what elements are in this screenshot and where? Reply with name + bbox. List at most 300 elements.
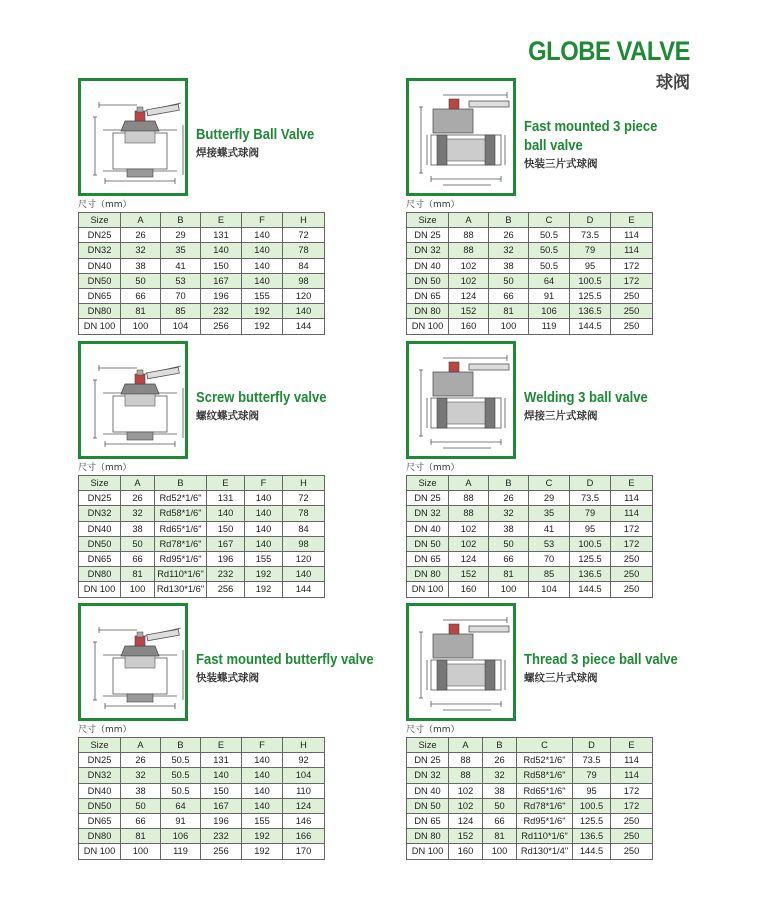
table-cell: 131	[201, 228, 242, 243]
spec-table	[78, 212, 325, 335]
column-header: A	[449, 738, 483, 753]
table-cell: 120	[283, 551, 325, 566]
table-cell: 72	[283, 228, 325, 243]
table-cell: Rd58*1/6"	[155, 506, 207, 521]
table-cell: 250	[611, 829, 653, 844]
table-cell: 100	[121, 582, 155, 597]
table-cell: 50.5	[161, 753, 201, 768]
table-row	[407, 783, 653, 798]
table-cell: 78	[283, 243, 325, 258]
table-cell: DN 40	[407, 521, 449, 536]
table-cell: 50.5	[529, 243, 570, 258]
table-cell: 125.5	[570, 288, 611, 303]
table-cell: 73.5	[573, 753, 611, 768]
product-chinese-name: 焊接蝶式球阀	[196, 147, 259, 159]
table-cell: 32	[121, 768, 161, 783]
table-cell: 100	[121, 319, 161, 334]
table-cell: DN32	[79, 506, 121, 521]
table-cell: DN 100	[79, 319, 121, 334]
table-cell: DN 32	[407, 768, 449, 783]
table-cell: Rd52*1/6"	[155, 491, 207, 506]
table-row	[79, 753, 325, 768]
spec-table	[406, 737, 653, 860]
table-cell: 104	[161, 319, 201, 334]
table-cell: 66	[489, 288, 529, 303]
table-cell: DN 100	[407, 844, 449, 859]
table-cell: 150	[201, 258, 242, 273]
table-cell: 41	[161, 258, 201, 273]
table-cell: 100	[121, 844, 161, 859]
table-cell: 26	[121, 228, 161, 243]
table-row	[79, 829, 325, 844]
table-cell: 102	[449, 536, 489, 551]
table-cell: 95	[570, 521, 611, 536]
table-cell: 120	[283, 288, 325, 303]
table-cell: 70	[529, 551, 570, 566]
product-chinese-name: 螺纹三片式球阀	[524, 672, 598, 684]
table-cell: 102	[449, 273, 489, 288]
table-cell: 140	[242, 753, 283, 768]
table-cell: 38	[121, 258, 161, 273]
table-cell: 250	[611, 304, 653, 319]
table-cell: 50	[121, 536, 155, 551]
table-cell: DN65	[79, 551, 121, 566]
spec-table	[406, 475, 653, 598]
column-header: E	[611, 213, 653, 228]
table-row	[407, 551, 653, 566]
table-cell: Rd78*1/6"	[517, 798, 573, 813]
table-cell: 250	[611, 582, 653, 597]
table-row	[79, 228, 325, 243]
table-row	[407, 243, 653, 258]
table-cell: 26	[483, 753, 517, 768]
column-header: B	[161, 738, 201, 753]
column-header: Size	[407, 213, 449, 228]
product-title	[196, 389, 327, 408]
table-cell: 100.5	[573, 798, 611, 813]
table-header-row	[407, 738, 653, 753]
table-cell: 72	[283, 491, 325, 506]
table-row	[79, 319, 325, 334]
table-cell: DN40	[79, 521, 121, 536]
table-cell: 124	[449, 288, 489, 303]
table-header-row	[79, 738, 325, 753]
table-cell: 102	[449, 783, 483, 798]
table-cell: 136.5	[573, 829, 611, 844]
table-cell: 250	[611, 567, 653, 582]
table-cell: 114	[611, 768, 653, 783]
table-cell: 106	[529, 304, 570, 319]
table-cell: DN32	[79, 243, 121, 258]
table-cell: DN 40	[407, 783, 449, 798]
table-cell: DN32	[79, 768, 121, 783]
table-cell: DN 80	[407, 304, 449, 319]
table-row	[407, 829, 653, 844]
table-cell: Rd65*1/6"	[517, 783, 573, 798]
table-cell: 140	[201, 243, 242, 258]
table-cell: DN50	[79, 536, 121, 551]
table-cell: Rd110*1/6"	[155, 567, 207, 582]
column-header: B	[489, 476, 529, 491]
table-cell: 146	[283, 813, 325, 828]
product-drawing-frame	[406, 603, 516, 721]
table-cell: 140	[245, 521, 283, 536]
table-cell: Rd95*1/6"	[155, 551, 207, 566]
table-cell: 152	[449, 304, 489, 319]
table-cell: 95	[570, 258, 611, 273]
table-cell: 100	[489, 319, 529, 334]
table-row	[407, 753, 653, 768]
table-cell: 32	[483, 768, 517, 783]
table-cell: Rd130*1/4"	[517, 844, 573, 859]
table-cell: 167	[201, 798, 242, 813]
table-cell: DN 25	[407, 228, 449, 243]
table-row	[407, 288, 653, 303]
table-cell: 32	[489, 506, 529, 521]
table-cell: 250	[611, 288, 653, 303]
table-cell: DN 100	[79, 582, 121, 597]
product-drawing-frame	[78, 78, 188, 196]
table-row	[407, 228, 653, 243]
table-cell: 81	[121, 567, 155, 582]
table-cell: 140	[242, 258, 283, 273]
table-cell: 140	[201, 768, 242, 783]
table-cell: 150	[207, 521, 245, 536]
table-cell: 140	[245, 491, 283, 506]
table-cell: 155	[245, 551, 283, 566]
column-header: F	[245, 476, 283, 491]
table-cell: 100.5	[570, 536, 611, 551]
spec-table	[78, 737, 325, 860]
table-cell: 192	[242, 319, 283, 334]
table-cell: 88	[449, 491, 489, 506]
table-cell: 81	[483, 829, 517, 844]
table-cell: 125.5	[573, 813, 611, 828]
table-row	[407, 567, 653, 582]
table-cell: 32	[121, 506, 155, 521]
column-header: A	[121, 213, 161, 228]
column-header: Size	[79, 738, 121, 753]
product-title-line: Butterfly Ball Valve	[196, 127, 315, 143]
table-cell: 256	[201, 844, 242, 859]
table-cell: DN 65	[407, 288, 449, 303]
table-cell: DN 50	[407, 536, 449, 551]
table-cell: 50.5	[161, 783, 201, 798]
table-cell: 167	[207, 536, 245, 551]
table-cell: 66	[489, 551, 529, 566]
table-cell: 150	[201, 783, 242, 798]
unit-label: 尺寸（mm）	[406, 725, 460, 735]
table-cell: 88	[449, 768, 483, 783]
column-header: A	[121, 738, 161, 753]
table-cell: Rd130*1/6"	[155, 582, 207, 597]
column-header: H	[283, 213, 325, 228]
column-header: C	[517, 738, 573, 753]
table-row	[79, 567, 325, 582]
column-header: E	[201, 213, 242, 228]
table-cell: 192	[245, 567, 283, 582]
table-cell: 38	[121, 521, 155, 536]
valve-technical-drawing	[85, 85, 187, 193]
product-title	[196, 651, 374, 670]
product-drawing-frame	[78, 603, 188, 721]
table-cell: 38	[121, 783, 161, 798]
table-cell: 35	[529, 506, 570, 521]
table-row	[79, 768, 325, 783]
table-cell: 250	[611, 551, 653, 566]
table-row	[79, 506, 325, 521]
table-cell: 124	[283, 798, 325, 813]
table-cell: 50	[121, 273, 161, 288]
column-header: D	[573, 738, 611, 753]
table-cell: 50	[121, 798, 161, 813]
table-cell: 144.5	[570, 319, 611, 334]
column-header: Size	[79, 213, 121, 228]
column-header: F	[242, 738, 283, 753]
table-cell: 79	[573, 768, 611, 783]
column-header: Size	[407, 738, 449, 753]
column-header: A	[449, 213, 489, 228]
table-cell: 92	[283, 753, 325, 768]
column-header: E	[207, 476, 245, 491]
table-cell: 192	[242, 829, 283, 844]
table-cell: DN 65	[407, 813, 449, 828]
table-cell: 66	[121, 288, 161, 303]
table-cell: 70	[161, 288, 201, 303]
table-cell: DN 50	[407, 798, 449, 813]
product-chinese-name: 焊接三片式球阀	[524, 410, 598, 422]
table-cell: DN80	[79, 567, 121, 582]
column-header: E	[611, 476, 653, 491]
table-cell: 50	[483, 798, 517, 813]
table-cell: 250	[611, 813, 653, 828]
table-cell: 91	[529, 288, 570, 303]
table-cell: 196	[201, 288, 242, 303]
table-cell: DN25	[79, 228, 121, 243]
table-cell: 50.5	[161, 768, 201, 783]
table-cell: DN 25	[407, 753, 449, 768]
column-header: C	[529, 476, 570, 491]
table-cell: 88	[449, 228, 489, 243]
valve-technical-drawing	[413, 610, 515, 718]
table-cell: DN 40	[407, 258, 449, 273]
table-cell: 26	[121, 491, 155, 506]
table-cell: 192	[245, 582, 283, 597]
table-cell: 66	[483, 813, 517, 828]
page-subtitle: 球阀	[656, 73, 690, 93]
column-header: B	[483, 738, 517, 753]
table-cell: 114	[611, 753, 653, 768]
product-title	[196, 126, 314, 145]
table-cell: 26	[121, 753, 161, 768]
table-cell: 32	[121, 243, 161, 258]
table-cell: 50	[489, 273, 529, 288]
table-cell: 152	[449, 829, 483, 844]
table-cell: 140	[207, 506, 245, 521]
table-cell: 53	[161, 273, 201, 288]
valve-technical-drawing	[85, 348, 187, 456]
table-cell: 170	[283, 844, 325, 859]
table-cell: Rd65*1/6"	[155, 521, 207, 536]
column-header: Size	[79, 476, 121, 491]
table-cell: 232	[207, 567, 245, 582]
table-row	[79, 798, 325, 813]
column-header: H	[283, 476, 325, 491]
table-cell: 250	[611, 844, 653, 859]
column-header: B	[161, 213, 201, 228]
table-cell: Rd58*1/6"	[517, 768, 573, 783]
table-cell: 104	[283, 768, 325, 783]
table-cell: 155	[242, 813, 283, 828]
table-cell: 144.5	[573, 844, 611, 859]
table-cell: 140	[283, 567, 325, 582]
unit-label: 尺寸（mm）	[78, 200, 132, 210]
table-cell: 64	[161, 798, 201, 813]
table-cell: 140	[242, 228, 283, 243]
column-header: B	[155, 476, 207, 491]
table-cell: 81	[121, 829, 161, 844]
table-cell: 140	[242, 768, 283, 783]
table-cell: DN65	[79, 288, 121, 303]
table-cell: 125.5	[570, 551, 611, 566]
table-cell: 85	[161, 304, 201, 319]
product-title-line: Screw butterfly valve	[196, 390, 327, 406]
table-cell: 95	[573, 783, 611, 798]
table-row	[79, 243, 325, 258]
table-cell: DN80	[79, 304, 121, 319]
table-cell: 144.5	[570, 582, 611, 597]
column-header: E	[611, 738, 653, 753]
table-header-row	[407, 213, 653, 228]
table-row	[407, 304, 653, 319]
table-cell: 50	[489, 536, 529, 551]
table-cell: DN25	[79, 753, 121, 768]
table-cell: 88	[449, 753, 483, 768]
table-cell: 88	[449, 506, 489, 521]
table-row	[407, 319, 653, 334]
table-cell: 140	[283, 304, 325, 319]
table-cell: 140	[242, 273, 283, 288]
table-cell: 38	[483, 783, 517, 798]
table-cell: 160	[449, 319, 489, 334]
table-row	[407, 768, 653, 783]
product-title-line: Fast mounted butterfly valve	[196, 652, 374, 668]
column-header: D	[570, 213, 611, 228]
table-cell: 38	[489, 258, 529, 273]
table-cell: 85	[529, 567, 570, 582]
table-cell: 98	[283, 536, 325, 551]
table-cell: 155	[242, 288, 283, 303]
table-cell: 100.5	[570, 273, 611, 288]
table-cell: 38	[489, 521, 529, 536]
table-cell: DN40	[79, 783, 121, 798]
table-cell: 79	[570, 506, 611, 521]
table-cell: DN 80	[407, 567, 449, 582]
table-row	[79, 273, 325, 288]
table-cell: 100	[483, 844, 517, 859]
table-row	[407, 813, 653, 828]
table-cell: DN25	[79, 491, 121, 506]
table-cell: DN50	[79, 273, 121, 288]
column-header: B	[489, 213, 529, 228]
table-cell: 160	[449, 844, 483, 859]
table-cell: 81	[489, 567, 529, 582]
table-cell: 100	[489, 582, 529, 597]
product-title	[524, 118, 657, 156]
column-header: E	[201, 738, 242, 753]
table-cell: 114	[611, 243, 653, 258]
unit-label: 尺寸（mm）	[78, 725, 132, 735]
table-row	[407, 258, 653, 273]
table-row	[79, 813, 325, 828]
table-cell: 131	[207, 491, 245, 506]
table-cell: DN 32	[407, 506, 449, 521]
table-row	[407, 491, 653, 506]
table-cell: 35	[161, 243, 201, 258]
product-title-line: ball valve	[524, 138, 583, 154]
table-cell: 124	[449, 551, 489, 566]
table-cell: 98	[283, 273, 325, 288]
table-cell: 140	[242, 243, 283, 258]
table-cell: Rd95*1/6"	[517, 813, 573, 828]
table-cell: 136.5	[570, 304, 611, 319]
column-header: Size	[407, 476, 449, 491]
table-cell: 102	[449, 258, 489, 273]
table-cell: 140	[245, 506, 283, 521]
valve-technical-drawing	[413, 348, 515, 456]
table-header-row	[407, 476, 653, 491]
table-cell: 81	[121, 304, 161, 319]
table-cell: 102	[449, 521, 489, 536]
table-cell: 84	[283, 521, 325, 536]
product-chinese-name: 快装三片式球阀	[524, 158, 598, 170]
table-cell: DN 50	[407, 273, 449, 288]
table-cell: Rd78*1/6"	[155, 536, 207, 551]
table-cell: DN 65	[407, 551, 449, 566]
column-header: F	[242, 213, 283, 228]
table-cell: 152	[449, 567, 489, 582]
table-row	[79, 582, 325, 597]
table-cell: 144	[283, 582, 325, 597]
table-cell: 119	[529, 319, 570, 334]
table-row	[79, 288, 325, 303]
unit-label: 尺寸（mm）	[78, 463, 132, 473]
table-cell: 50.5	[529, 258, 570, 273]
table-cell: DN 32	[407, 243, 449, 258]
table-cell: 256	[201, 319, 242, 334]
table-row	[407, 536, 653, 551]
table-cell: 66	[121, 813, 161, 828]
table-row	[79, 304, 325, 319]
table-cell: 104	[529, 582, 570, 597]
column-header: C	[529, 213, 570, 228]
table-cell: DN40	[79, 258, 121, 273]
column-header: D	[570, 476, 611, 491]
table-cell: 91	[161, 813, 201, 828]
table-cell: DN 80	[407, 829, 449, 844]
table-row	[79, 491, 325, 506]
table-cell: 166	[283, 829, 325, 844]
table-cell: 114	[611, 491, 653, 506]
table-cell: DN 25	[407, 491, 449, 506]
table-cell: 66	[121, 551, 155, 566]
table-row	[79, 258, 325, 273]
spec-table	[406, 212, 653, 335]
product-title	[524, 651, 678, 670]
table-cell: 196	[201, 813, 242, 828]
product-drawing-frame	[406, 78, 516, 196]
table-row	[407, 844, 653, 859]
